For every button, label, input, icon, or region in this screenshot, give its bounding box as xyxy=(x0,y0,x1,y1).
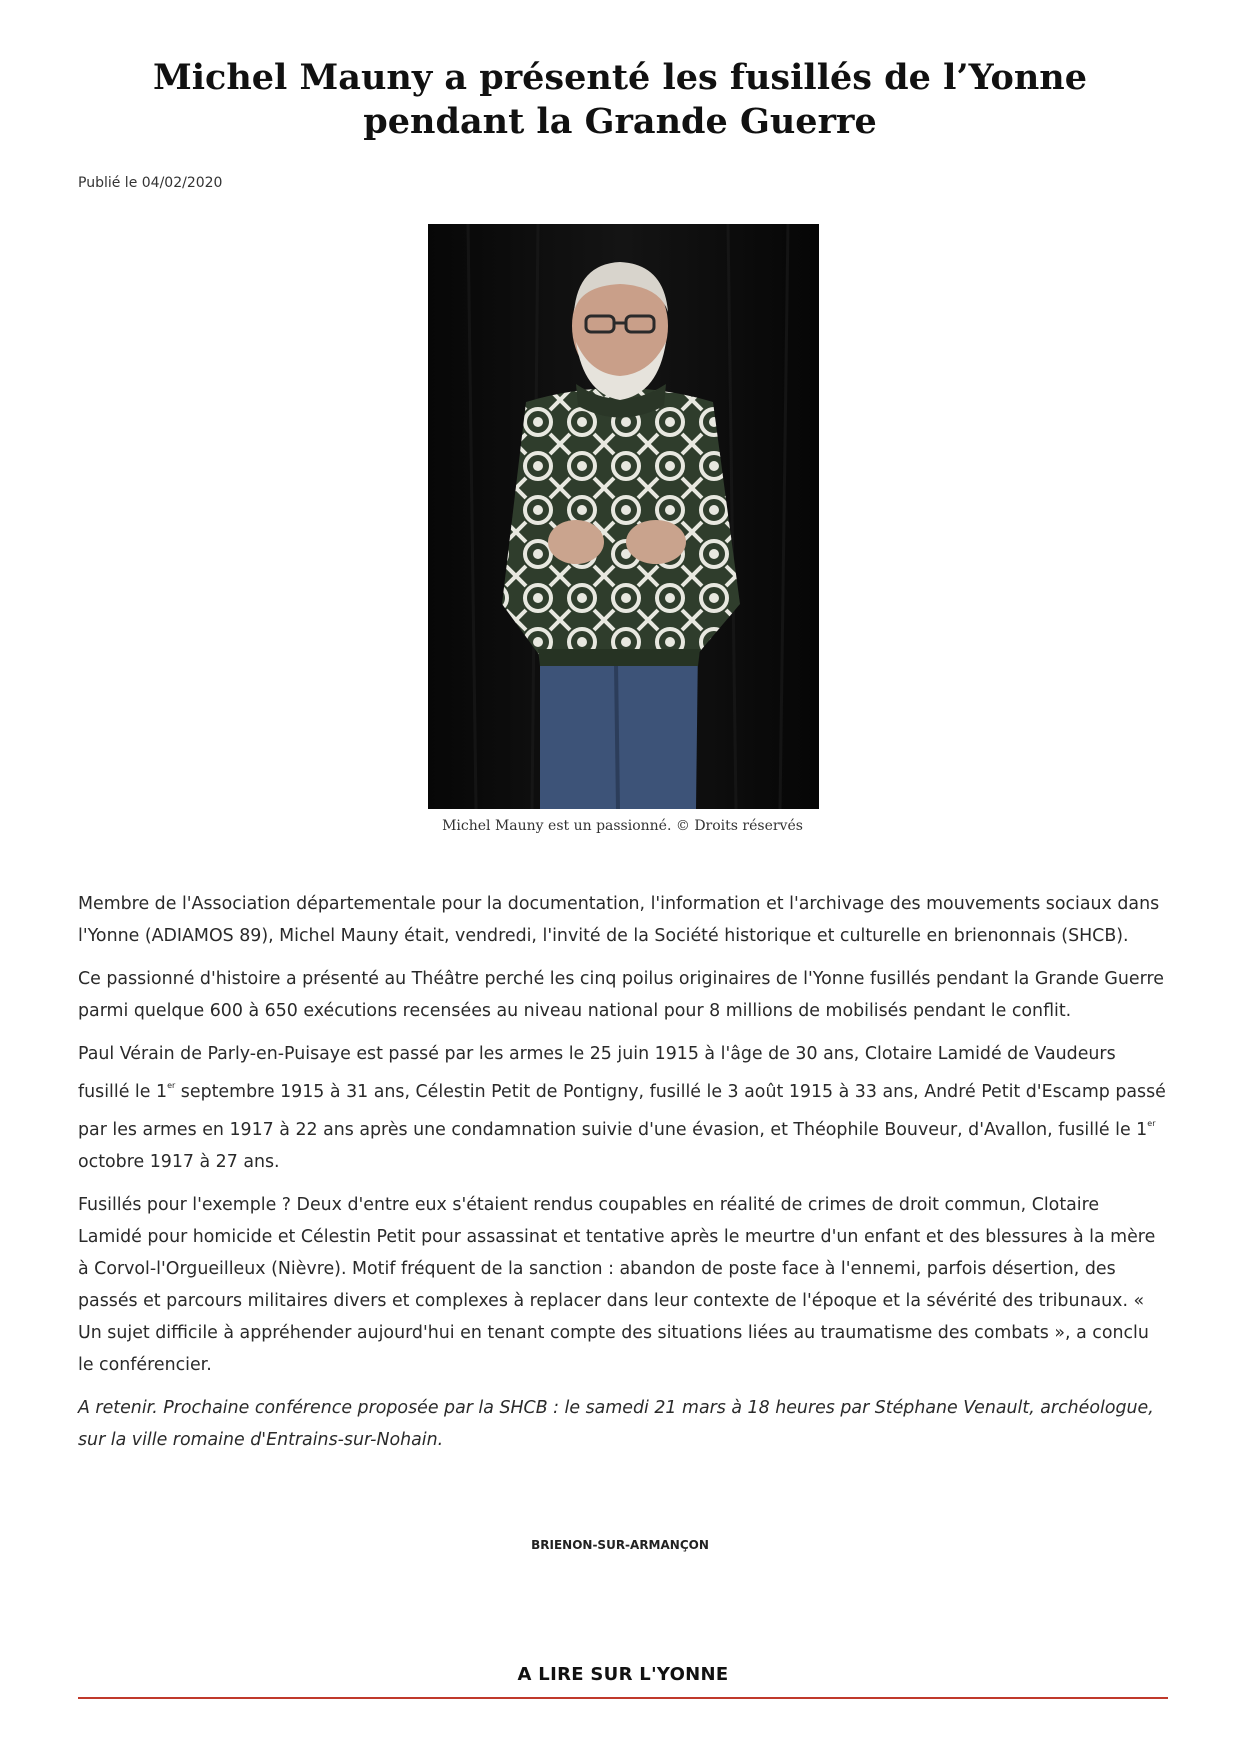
location-tag[interactable]: BRIENON-SUR-ARMANÇON xyxy=(531,1538,709,1552)
paragraph xyxy=(78,1038,1168,1178)
article-photo xyxy=(428,224,819,809)
paragraph-text: septembre 1915 à 31 ans, Célestin Petit de Pontigny, fusillé le 3 août 1915 à 33 ans, André Petit d'Escamp passé par les armes en 1917 à 22 ans après une condamnation suivie d'une évasion, et Théophile Bouveur, d'Avallon, fusillé le 1 xyxy=(78,1082,1166,1140)
paragraph-text: octobre 1917 à 27 ans. xyxy=(78,1152,280,1172)
paragraph: Ce passionné d'histoire a présenté au Théâtre perché les cinq poilus originaires de l'Yonne fusillés pendant la Grande Guerre parmi quelque 600 à 650 exécutions recensées au niveau national pour 8 millions de mobilisés pendant le conflit. xyxy=(78,969,1164,1021)
paragraph: Fusillés pour l'exemple ? Deux d'entre eux s'étaient rendus coupables en réalité de crimes de droit commun, Clotaire Lamidé pour homicide et Célestin Petit pour assassinat et tentative après le meurtre d'un enfant et des blessures à la mère à Corvol-l'Orgueilleux (Nièvre). Motif fréquent de la sanction : abandon de poste face à l'ennemi, parfois désertion, des passés et parcours militaires divers et complexes à replacer dans leur contexte de l'époque et la sévérité des tribunaux. « Un sujet difficile à appréhender aujourd'hui en tenant compte des situations liées au traumatisme des combats », a conclu le conférencier. xyxy=(78,1195,1156,1375)
related-section-heading[interactable]: A LIRE SUR L'YONNE xyxy=(517,1664,729,1685)
publication-date: Publié le 04/02/2020 xyxy=(78,175,223,191)
ordinal-suffix: er xyxy=(167,1081,176,1090)
paragraph-text: Paul Vérain de Parly-en-Puisaye est passé par les armes le 25 juin 1915 à l'âge de 30 ans, Clotaire Lamidé de Vaudeurs fusillé le 1 xyxy=(78,1044,1116,1102)
article-title: Michel Mauny a présenté les fusillés de l’Yonne pendant la Grande Guerre xyxy=(152,57,1088,142)
ordinal-suffix: er xyxy=(1147,1119,1156,1128)
conference-note: A retenir. Prochaine conférence proposée par la SHCB : le samedi 21 mars à 18 heures par Stéphane Venault, archéologue, sur la ville romaine d'Entrains-sur-Nohain. xyxy=(78,1398,1154,1450)
section-divider xyxy=(78,1697,1168,1699)
article-body xyxy=(78,888,1168,1467)
paragraph: Membre de l'Association départementale pour la documentation, l'information et l'archivage des mouvements sociaux dans l'Yonne (ADIAMOS 89), Michel Mauny était, vendredi, l'invité de la Société historique et culturelle en brienonnais (SHCB). xyxy=(78,894,1160,946)
photo-caption: Michel Mauny est un passionné. © Droits réservés xyxy=(442,818,803,834)
